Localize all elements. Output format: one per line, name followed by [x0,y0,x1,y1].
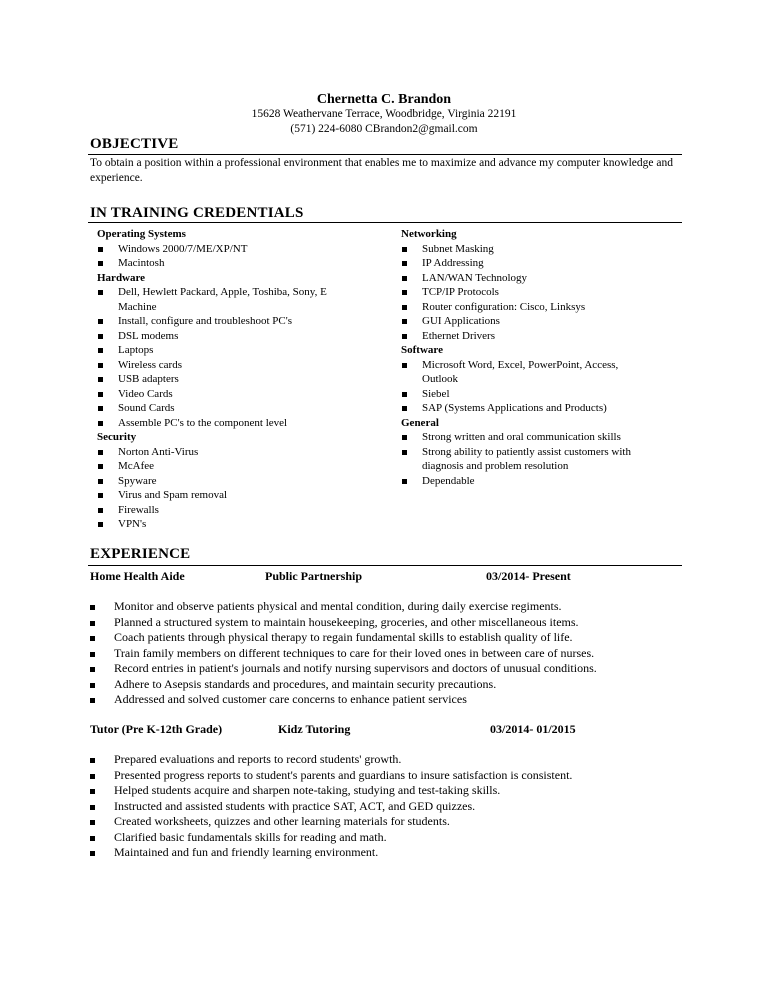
objective-heading: OBJECTIVE [90,136,179,152]
list-item: Planned a structured system to maintain housekeeping, groceries, and other miscellaneous items. [90,615,690,631]
objective-text: To obtain a position within a professional environment that enables me to maximize and advance my computer knowledge and experience. [90,157,673,184]
job-dates: 03/2014- Present [486,569,571,583]
list-item: TCP/IP Protocols [394,285,684,300]
list-item: Presented progress reports to student's parents and guardians to insure satisfaction is consistent. [90,768,690,784]
list-item: Wireless cards [90,358,380,373]
resume-contact: (571) 224-6080 CBrandon2@gmail.com [290,123,478,135]
list-item: Created worksheets, quizzes and other learning materials for students. [90,814,690,830]
list-item: USB adapters [90,372,380,387]
category-title: Networking [401,228,457,240]
list-item: Dependable [394,474,684,489]
category-title: Hardware [97,271,146,284]
list-item: DSL modems [90,329,380,344]
list-item: Router configuration: Cisco, Linksys [394,300,684,315]
list-item: Helped students acquire and sharpen note-taking, studying and test-taking skills. [90,783,690,799]
list-item: Dell, Hewlett Packard, Apple, Toshiba, Sony, E Machine [90,285,366,314]
list-item: Prepared evaluations and reports to record students' growth. [90,752,690,768]
list-item: IP Addressing [394,256,684,271]
list-item: Sound Cards [90,401,380,416]
list-item: Windows 2000/7/ME/XP/NT [90,242,380,257]
category-title: Operating Systems [97,228,186,240]
job-dates: 03/2014- 01/2015 [490,722,576,736]
list-item: Addressed and solved customer care concerns to enhance patient services [90,692,690,708]
resume-name: Chernetta C. Brandon [316,92,452,107]
list-item: Virus and Spam removal [90,488,380,503]
list-item: Clarified basic fundamentals skills for reading and math. [90,830,690,846]
resume-address: 15628 Weathervane Terrace, Woodbridge, Virginia 22191 [251,108,517,120]
credentials-rule [88,222,682,223]
list-item: Ethernet Drivers [394,329,684,344]
job-company: Kidz Tutoring [278,722,351,736]
category-title: Software [401,344,443,356]
list-item: Microsoft Word, Excel, PowerPoint, Access, Outlook [394,358,652,387]
category-title: General [401,416,439,429]
objective-rule [88,154,682,155]
list-item: Firewalls [90,503,380,518]
list-item: Train family members on different techniques to care for their loved ones in between care of nurses. [90,646,690,662]
list-item: Adhere to Asepsis standards and procedures, and maintain security precautions. [90,677,690,693]
job-title: Home Health Aide [90,569,185,583]
credentials-heading: IN TRAINING CREDENTIALS [90,205,304,221]
list-item: Macintosh [90,256,380,271]
list-item: Laptops [90,343,380,358]
experience-rule [88,565,682,566]
list-item: Monitor and observe patients physical and mental condition, during daily exercise regiments. [90,599,690,615]
list-item: Maintained and fun and friendly learning environment. [90,845,690,861]
job-company: Public Partnership [265,569,363,583]
list-item: Coach patients through physical therapy to regain fundamental skills to establish quality of life. [90,630,690,646]
list-item: McAfee [90,459,380,474]
list-item: Record entries in patient's journals and notify nursing supervisors and doctors of unusual conditions. [90,661,690,677]
job-duties [90,752,690,861]
list-item: Subnet Masking [394,242,684,257]
list-item: Install, configure and troubleshoot PC's [90,314,380,329]
list-item: VPN's [90,517,380,532]
list-item: SAP (Systems Applications and Products) [394,401,684,416]
credentials-left-column [90,227,380,532]
job-duties [90,599,690,708]
list-item: Strong written and oral communication skills [394,430,684,445]
category-title: Security [97,431,137,443]
list-item: GUI Applications [394,314,684,329]
list-item: Spyware [90,474,380,489]
list-item: Video Cards [90,387,380,402]
list-item: LAN/WAN Technology [394,271,684,286]
list-item: Instructed and assisted students with practice SAT, ACT, and GED quizzes. [90,799,690,815]
list-item: Assemble PC's to the component level [90,416,380,431]
experience-heading: EXPERIENCE [90,546,191,562]
credentials-right-column [394,227,684,488]
job-title: Tutor (Pre K-12th Grade) [90,722,223,736]
list-item: Siebel [394,387,684,402]
list-item: Strong ability to patiently assist customers with diagnosis and problem resolution [394,445,662,474]
list-item: Norton Anti-Virus [90,445,380,460]
